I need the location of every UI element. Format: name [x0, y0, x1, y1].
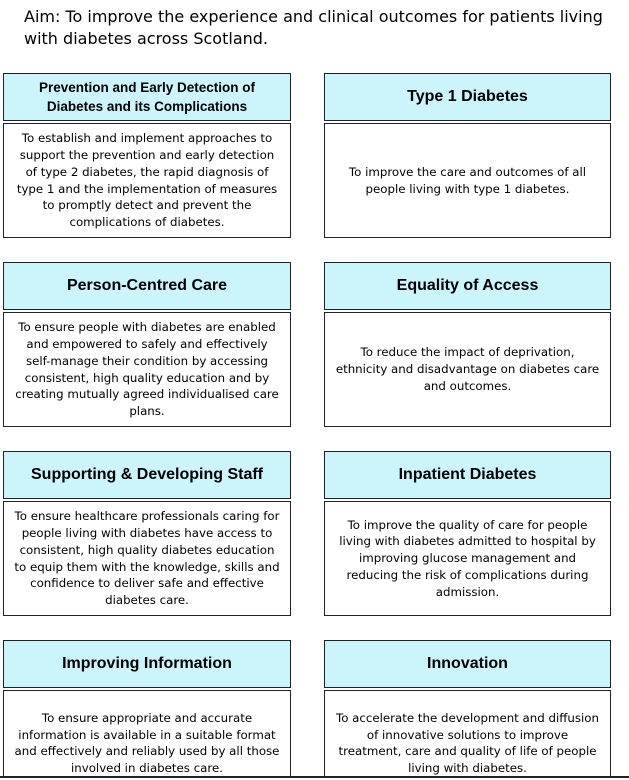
card-innovation — [324, 640, 611, 778]
card-title: Supporting & Developing Staff — [3, 451, 291, 499]
card-description: To ensure people with diabetes are enabled and empowered to safely and effectively self-manage their condition by accessing consistent, high quality education and by creating mutually agreed individualised care plans. — [3, 312, 291, 427]
card-description: To reduce the impact of deprivation, ethnicity and disadvantage on diabetes care and outcomes. — [324, 312, 611, 427]
card-description: To accelerate the development and diffusion of innovative solutions to improve treatment, care and quality of life of people living with diabetes. — [324, 690, 611, 778]
page-bottom-edge — [0, 776, 629, 778]
card-description: To improve the care and outcomes of all people living with type 1 diabetes. — [324, 123, 611, 238]
aim-statement: Aim: To improve the experience and clinical outcomes for patients living with diabetes across Scotland. — [24, 7, 603, 48]
card-type-1-diabetes — [324, 73, 611, 238]
card-description: To improve the quality of care for people living with diabetes admitted to hospital by improving glucose management and reducing the risk of complications during admission. — [324, 501, 611, 616]
card-equality-of-access — [324, 262, 611, 427]
card-improving-information — [3, 640, 291, 778]
card-title: Equality of Access — [324, 262, 611, 310]
card-supporting-developing-staff — [3, 451, 291, 616]
card-inpatient-diabetes — [324, 451, 611, 616]
card-title: Innovation — [324, 640, 611, 688]
card-description: To establish and implement approaches to support the prevention and early detection of type 2 diabetes, the rapid diagnosis of type 1 and the implementation of measures to promptly detect and prevent the complications of diabetes. — [3, 123, 291, 238]
card-description: To ensure appropriate and accurate information is available in a suitable format and effectively and reliably used by all those involved in diabetes care. — [3, 690, 291, 778]
card-prevention-early-detection — [3, 73, 291, 238]
card-person-centred-care — [3, 262, 291, 427]
card-title: Inpatient Diabetes — [324, 451, 611, 499]
card-title: Improving Information — [3, 640, 291, 688]
card-title: Prevention and Early Detection of Diabetes and its Complications — [3, 73, 291, 121]
card-description: To ensure healthcare professionals caring for people living with diabetes have access to consistent, high quality diabetes education to equip them with the knowledge, skills and confidence to deliver safe and effective diabetes care. — [3, 501, 291, 616]
card-title: Type 1 Diabetes — [324, 73, 611, 121]
card-title: Person-Centred Care — [3, 262, 291, 310]
